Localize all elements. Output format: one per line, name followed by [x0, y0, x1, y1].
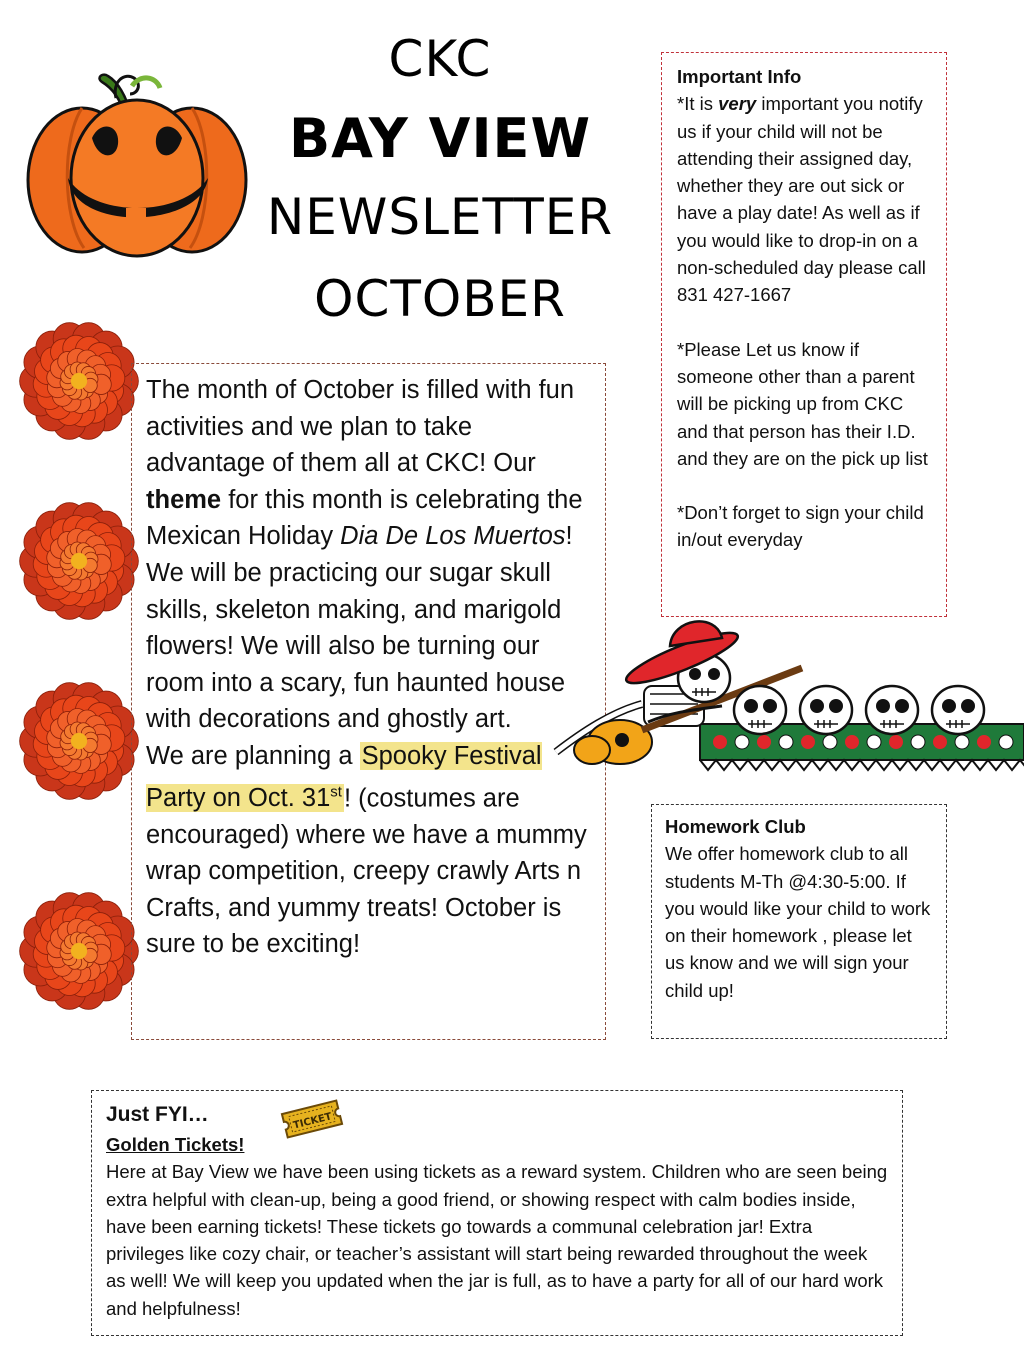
emphasis-text: very: [718, 93, 757, 115]
title-line-month: OCTOBER: [314, 270, 566, 328]
sugar-skull-icon: [800, 686, 852, 734]
ticket-label: TICKET: [292, 1111, 334, 1132]
fyi-subheading: Golden Tickets!: [106, 1134, 245, 1155]
text-span: The month of October is filled with fun activities and we plan to take advantage of them all at CKC! Our: [146, 376, 575, 478]
title-line-ckc: CKC: [388, 30, 492, 88]
important-info-box: [661, 52, 947, 617]
important-info-sign-in: *Don’t forget to sign your child in/out everyday: [677, 502, 924, 551]
newsletter-title: [240, 28, 640, 328]
holiday-name: Dia De Los Muertos: [340, 522, 566, 551]
sugar-skull-icon: [734, 686, 786, 734]
important-info-pickup: *Please Let us know if someone other than a parent will be picking up from CKC and that person has their I.D. and they are on the pick up list: [677, 338, 928, 469]
fyi-heading: Just FYI…: [106, 1103, 209, 1126]
important-info-attendance: [677, 90, 932, 308]
golden-ticket-icon: [278, 1097, 346, 1141]
text-span: ! We will be practicing our sugar skull skills, skeleton making, and marigold flowers! We will also be turning our room into a scary, fun haunted house with decorations and ghostly art.: [146, 522, 573, 734]
marigold-icon: [18, 680, 140, 802]
homework-club-body: We offer homework club to all students M-Th @4:30-5:00. If you would like your child to work on their homework , please let us know and we will sign your child up!: [665, 843, 931, 1001]
october-activities-box: [131, 363, 606, 1040]
skeleton-mariachi-icon: [552, 612, 1024, 782]
important-info-heading: Important Info: [677, 66, 802, 87]
date-suffix: st: [330, 783, 342, 801]
homework-club-heading: Homework Club: [665, 816, 806, 837]
sugar-skull-icon: [932, 686, 984, 734]
text-span: for this month is celebrating the Mexican Holiday: [146, 485, 583, 551]
homework-club-box: [651, 804, 947, 1039]
marigold-icon: [18, 500, 140, 622]
text-span: Spooky Festival Party on Oct. 31: [146, 741, 542, 813]
marigold-icon: [18, 320, 140, 442]
text-span: important you notify us if your child will not be attending their assigned day, whether they are out sick or have a play date! As well as if you would like to drop-in on a non-scheduled day please call 831 427-1667: [677, 93, 926, 306]
text-span: *It is: [677, 93, 719, 115]
text-span: We are planning a: [146, 741, 360, 770]
sugar-skull-icon: [866, 686, 918, 734]
marigold-icon: [18, 890, 140, 1012]
title-line-bay-view: BAY VIEW: [288, 107, 592, 170]
fyi-body: Here at Bay View we have been using tickets as a reward system. Children who are seen being extra helpful with clean-up, being a good friend, or showing respect with calm bodies inside, have been earning tickets! These tickets go towards a communal celebration jar! Extra privileges like cozy chair, or teacher’s assistant will start being rewarded throughout the week as well! We will keep you updated when the jar is full, as to have a party for all of our hard work and helpfulness!: [106, 1161, 888, 1319]
theme-keyword: theme: [146, 485, 222, 514]
pumpkin-icon: [22, 68, 252, 260]
just-fyi-box: [91, 1090, 903, 1336]
text-span: ! (costumes are encouraged) where we have a mummy wrap competition, creepy crawly Arts n Crafts, and yummy treats! October is sure to be exciting!: [146, 784, 587, 959]
title-line-newsletter: NEWSLETTER: [266, 188, 614, 246]
